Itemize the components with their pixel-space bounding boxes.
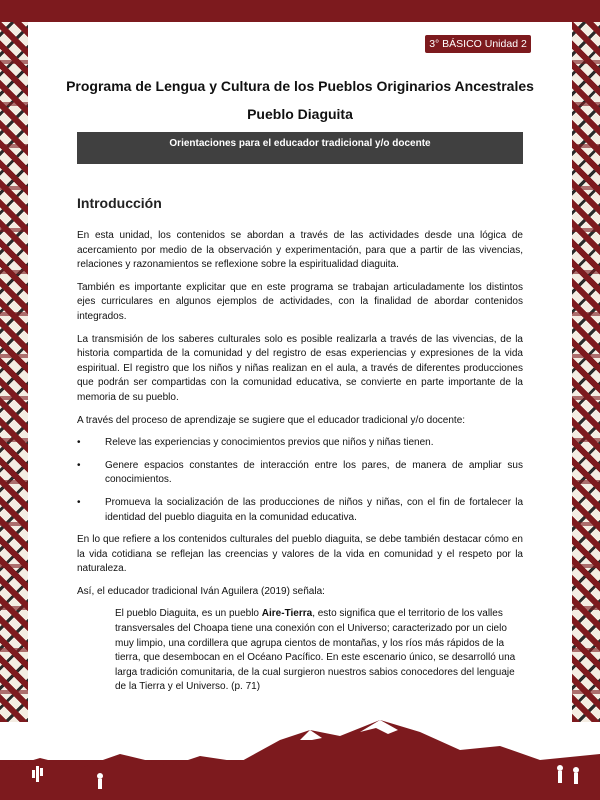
bullet-icon: • xyxy=(77,437,81,449)
section-heading: Introducción xyxy=(77,195,162,211)
list-item-text: Releve las experiencias y conocimientos previos que niños y niñas tienen. xyxy=(105,437,434,449)
quote-text-start: El pueblo Diaguita, es un pueblo xyxy=(115,608,262,620)
block-quote xyxy=(115,607,523,695)
section-banner: Orientaciones para el educador tradicional y/o docente xyxy=(77,132,523,164)
people-title: Pueblo Diaguita xyxy=(247,106,353,122)
paragraph: En lo que refiere a los contenidos culturales del pueblo diaguita, se debe también destacar cómo en la vida cotidiana se reflejan las creencias y valores de la vida en comunidad y el respeto por la naturaleza. xyxy=(77,534,523,575)
quote-text-end: , esto significa que el territorio de los valles transversales del Choapa tiene una conexión con el Universo; caracterizado por un cielo muy limpio, una cordillera que agrupa cientos de montañas, y los ríos más rápidos de la tierra, que desembocan en el Océano Pacífico. En este escenario único, se desarrolló una larga tradición comunitaria, de la cual surgieron nuestros sabios conocedores del lenguaje de la Tierra y el Universo. (p. 71) xyxy=(115,608,516,693)
program-title: Programa de Lengua y Cultura de los Pueblos Originarios Ancestrales xyxy=(66,78,534,94)
list-item xyxy=(77,496,523,525)
quote-emphasis: Aire-Tierra xyxy=(261,608,313,620)
recommendations-list xyxy=(77,436,523,525)
unit-badge: 3° BÁSICO Unidad 2 xyxy=(425,35,531,53)
top-band xyxy=(0,0,600,22)
paragraph: En esta unidad, los contenidos se abordan a través de las actividades desde una lógica de acercamiento por medio de la observación y experimentación, para que a partir de las vivencias, relaciones y razonamientos se reflexione sobre la espiritualidad diaguita. xyxy=(77,230,523,271)
list-item xyxy=(77,436,523,451)
paragraph: A través del proceso de aprendizaje se sugiere que el educador tradicional y/o docente: xyxy=(77,414,466,426)
footer-landscape xyxy=(0,710,600,800)
list-item-text: Genere espacios constantes de interacción entre los pares, de manera de ampliar sus conocimientos. xyxy=(105,459,523,486)
bullet-icon: • xyxy=(77,459,81,471)
paragraph: También es importante explicitar que en este programa se trabajan articuladamente los distintos ejes curriculares en algunos ejemplos de actividades, con la finalidad de abordar contenidos integrados. xyxy=(77,281,523,322)
bullet-icon: • xyxy=(77,496,81,508)
landscape-illustration xyxy=(0,710,600,800)
body-content xyxy=(77,229,523,703)
left-diaguita-border xyxy=(0,22,28,722)
right-diaguita-border xyxy=(572,22,600,722)
quote-intro: Así, el educador tradicional Iván Aguilera (2019) señala: xyxy=(77,585,325,597)
paragraph: La transmisión de los saberes culturales solo es posible realizarla a través de las vivencias, de la historia compartida de la comunidad y del registro de esas experiencias y expresiones de la vida espiritual. El registro que los niños y niñas realizan en el aula, a través de diferentes producciones que podrán ser compartidas con la comunidad educativa, se convierte en parte importante de la memoria de su pueblo. xyxy=(77,333,523,403)
list-item xyxy=(77,459,523,488)
list-item-text: Promueva la socialización de las producciones de niños y niñas, con el fin de fortalecer la identidad del pueblo diaguita en la comunidad educativa. xyxy=(105,496,523,523)
